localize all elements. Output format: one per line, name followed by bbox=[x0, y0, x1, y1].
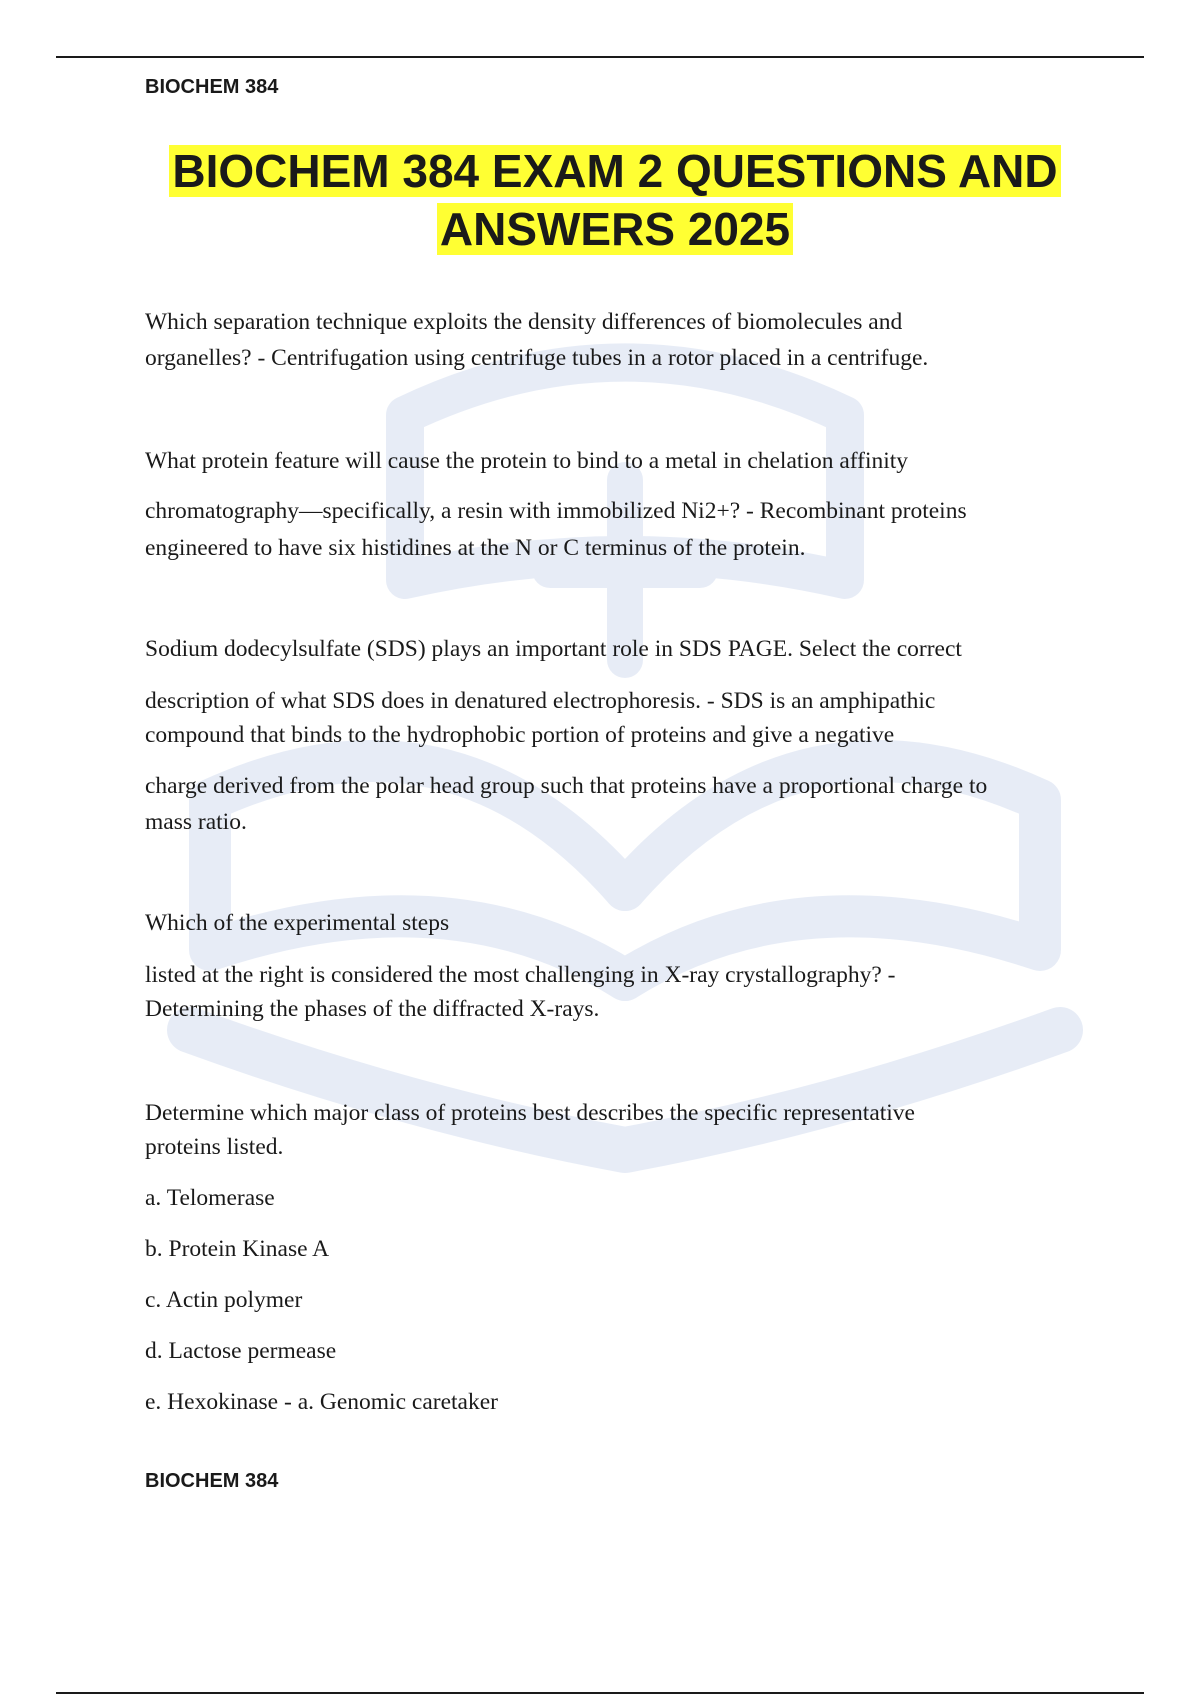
qa-line: Which separation technique exploits the density differences of biomolecules and bbox=[145, 309, 903, 335]
qa-option-c: c. Actin polymer bbox=[145, 1287, 303, 1313]
document-title bbox=[100, 142, 1130, 258]
qa-item-5 bbox=[145, 1096, 1105, 1420]
title-line-1: BIOCHEM 384 EXAM 2 QUESTIONS AND bbox=[169, 145, 1060, 197]
qa-line: Which of the experimental steps bbox=[145, 910, 450, 936]
qa-line: charge derived from the polar head group such that proteins have a proportional charge to bbox=[145, 773, 988, 799]
page-header: BIOCHEM 384 bbox=[145, 76, 279, 98]
qa-line: proteins listed. bbox=[145, 1134, 284, 1160]
qa-item-3 bbox=[145, 632, 1105, 840]
bottom-rule bbox=[56, 1692, 1144, 1694]
qa-option-d: d. Lactose permease bbox=[145, 1338, 337, 1364]
qa-option-e: e. Hexokinase - a. Genomic caretaker bbox=[145, 1389, 498, 1415]
qa-line: compound that binds to the hydrophobic portion of proteins and give a negative bbox=[145, 722, 895, 748]
qa-item-4 bbox=[145, 906, 1105, 1027]
qa-line: What protein feature will cause the protein to bind to a metal in chelation affinity bbox=[145, 448, 909, 474]
qa-item-1 bbox=[145, 305, 1105, 376]
title-line-2: ANSWERS 2025 bbox=[437, 203, 793, 255]
qa-line: mass ratio. bbox=[145, 809, 247, 835]
qa-line: Sodium dodecylsulfate (SDS) plays an important role in SDS PAGE. Select the correct bbox=[145, 636, 962, 662]
qa-line: engineered to have six histidines at the N or C terminus of the protein. bbox=[145, 535, 806, 561]
qa-line: listed at the right is considered the most challenging in X-ray crystallography? - bbox=[145, 962, 896, 988]
qa-option-a: a. Telomerase bbox=[145, 1185, 275, 1211]
top-rule bbox=[56, 56, 1144, 58]
qa-line: Determine which major class of proteins best describes the specific representative bbox=[145, 1100, 915, 1126]
qa-option-b: b. Protein Kinase A bbox=[145, 1236, 330, 1262]
qa-line: description of what SDS does in denatured electrophoresis. - SDS is an amphipathic bbox=[145, 688, 936, 714]
qa-line: chromatography—specifically, a resin with immobilized Ni2+? - Recombinant proteins bbox=[145, 498, 967, 524]
qa-line: organelles? - Centrifugation using centrifuge tubes in a rotor placed in a centrifuge. bbox=[145, 345, 929, 371]
qa-item-2 bbox=[145, 444, 1105, 566]
qa-line: Determining the phases of the diffracted X-rays. bbox=[145, 996, 600, 1022]
page-footer: BIOCHEM 384 bbox=[145, 1470, 279, 1492]
